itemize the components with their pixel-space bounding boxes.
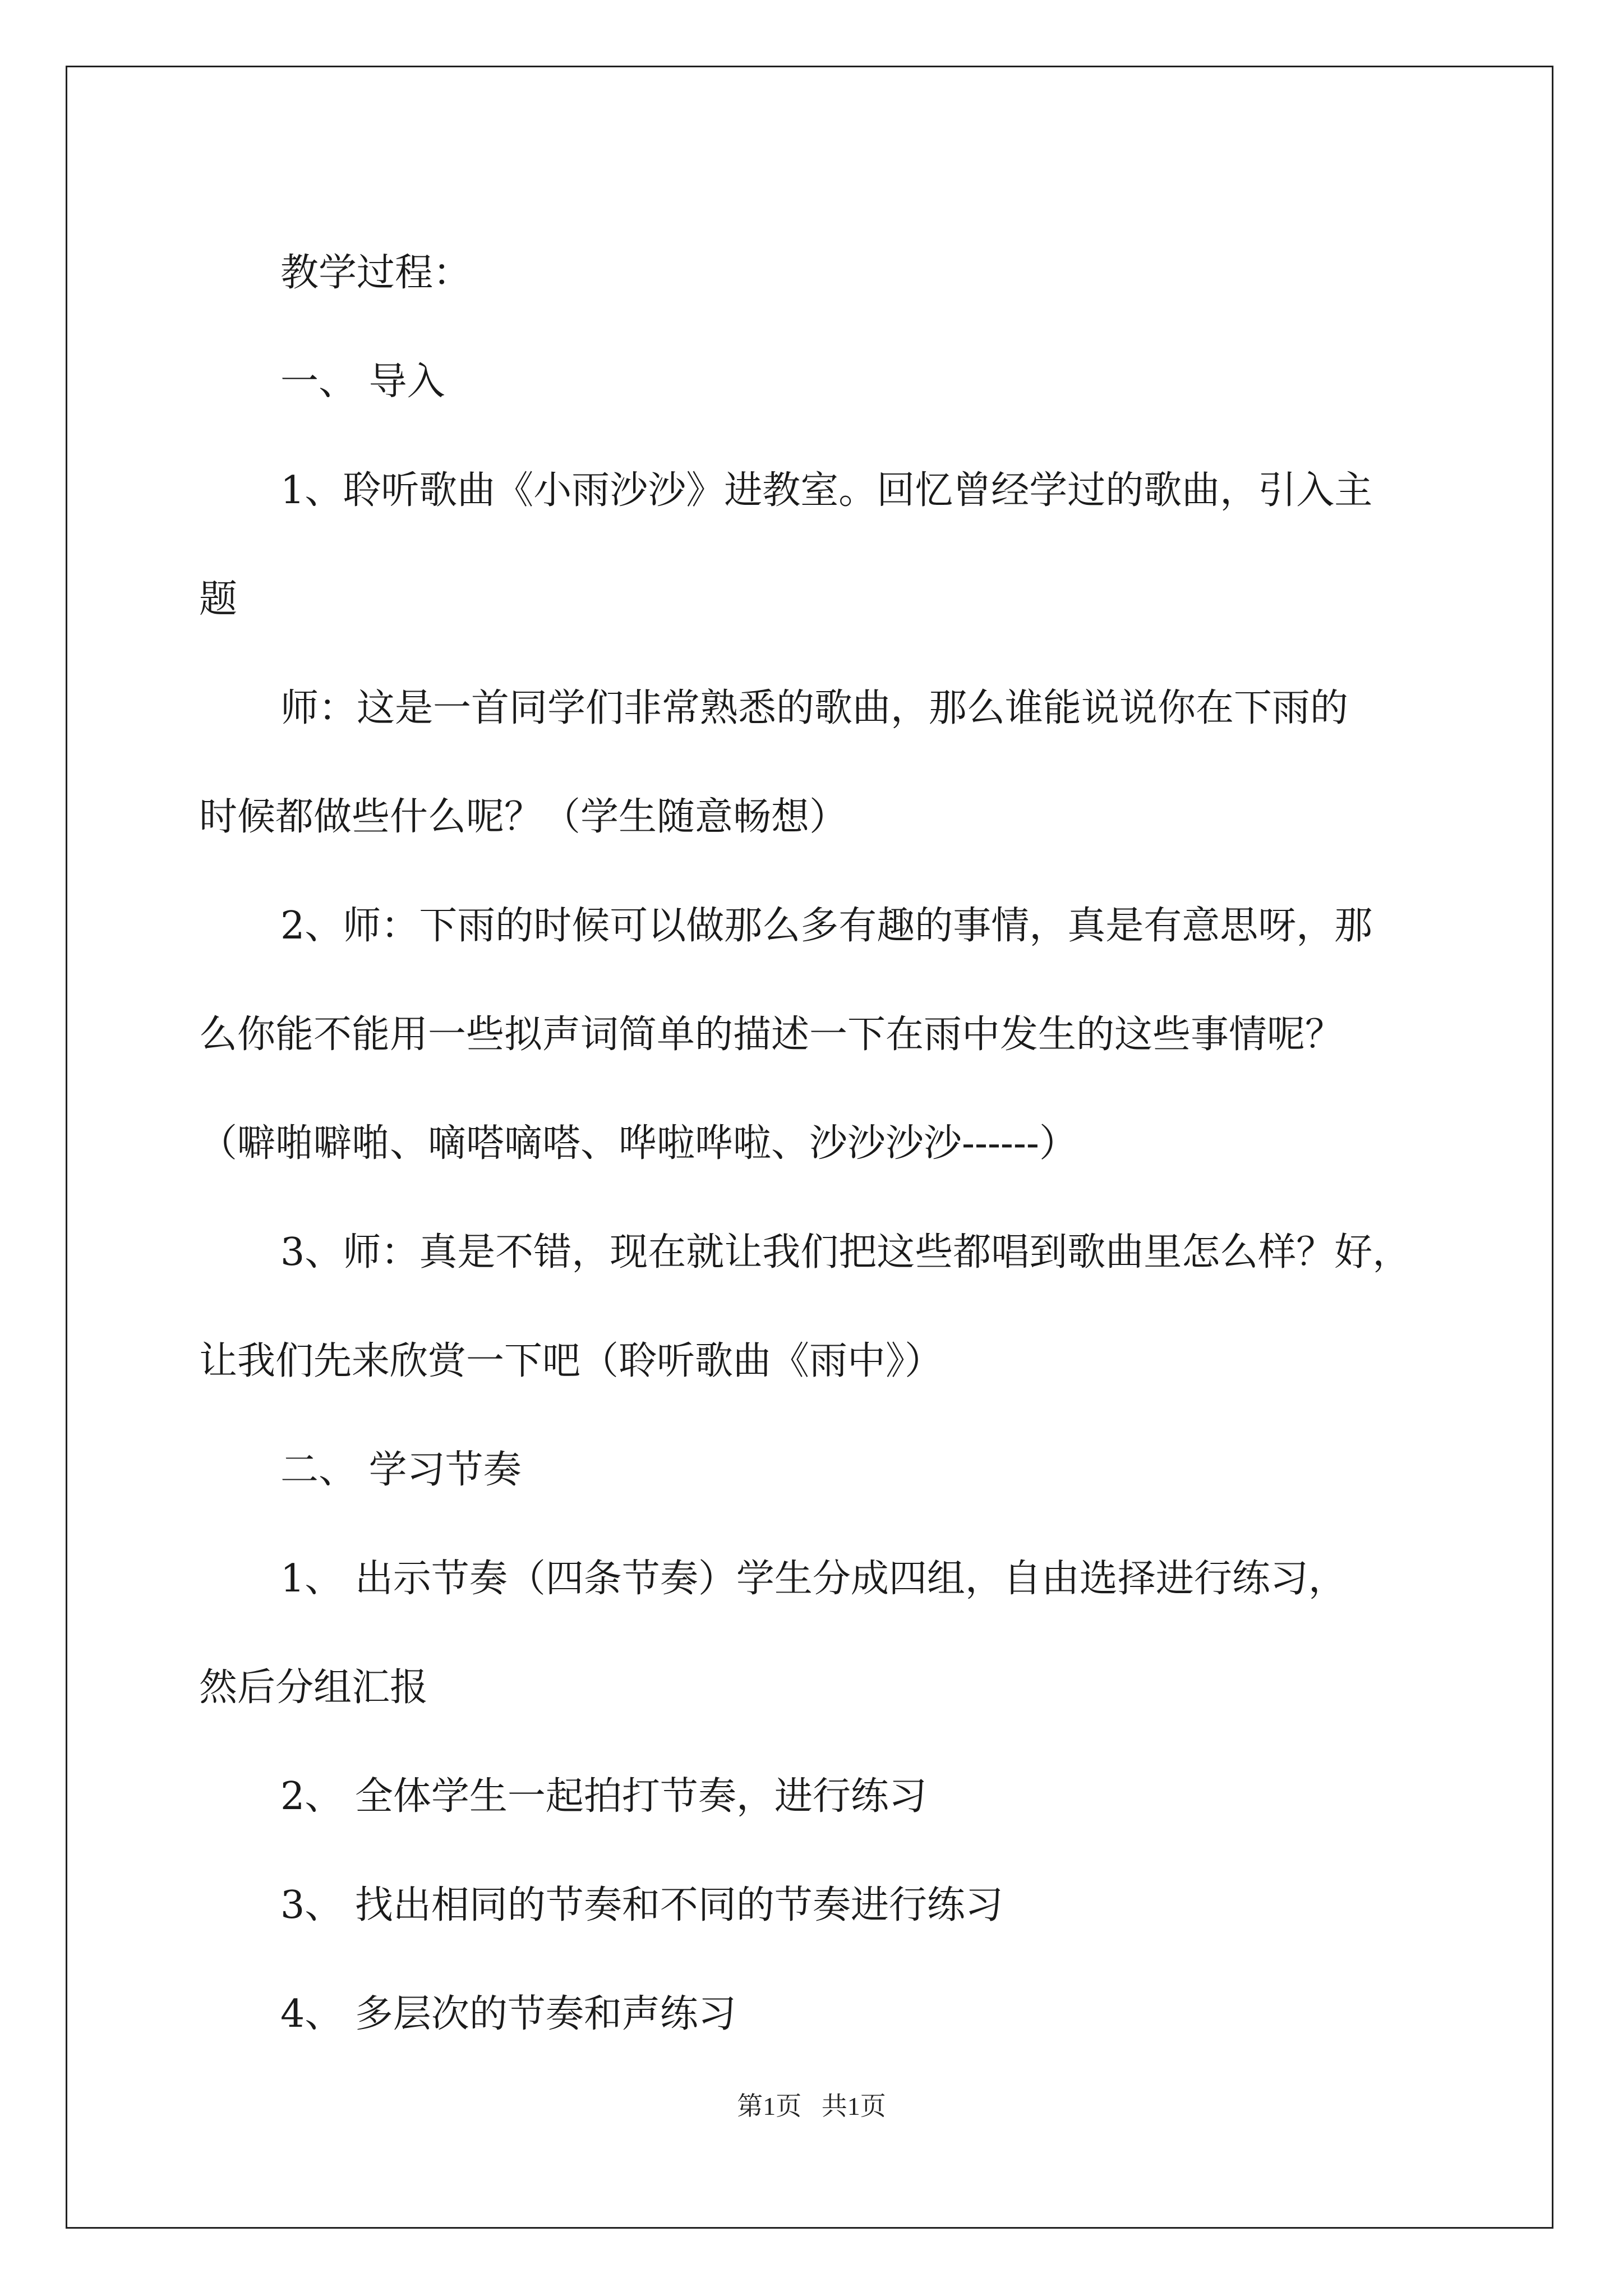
line-13: 1、 出示节奏（四条节奏）学生分成四组，自由选择进行练习，	[280, 1557, 1347, 1601]
line-10: 3、师：真是不错，现在就让我们把这些都唱到歌曲里怎么样？好，	[280, 1230, 1411, 1274]
document-body	[199, 219, 1433, 2069]
line-1: 教学过程：	[280, 251, 472, 295]
line-5: 师：这是一首同学们非常熟悉的歌曲，那么谁能说说你在下雨的	[280, 686, 1349, 730]
line-4: 题	[199, 577, 238, 622]
page-footer	[0, 2086, 1623, 2123]
line-11: 让我们先来欣赏一下吧（聆听歌曲《雨中》）	[199, 1339, 943, 1383]
line-6: 时候都做些什么呢？（学生随意畅想）	[199, 795, 848, 839]
line-9: （噼啪噼啪、嘀嗒嘀嗒、哗啦哗啦、沙沙沙沙------）	[199, 1121, 1077, 1166]
line-17: 4、 多层次的节奏和声练习	[280, 1992, 736, 2036]
page-total: 共1页	[821, 2092, 886, 2120]
page-number: 第1页	[737, 2092, 802, 2120]
line-14: 然后分组汇报	[199, 1665, 428, 1710]
line-3: 1、聆听歌曲《小雨沙沙》进教室。回忆曾经学过的歌曲，引入主	[280, 468, 1373, 513]
line-15: 2、 全体学生一起拍打节奏，进行练习	[280, 1774, 927, 1819]
line-12: 二、 学习节奏	[280, 1448, 522, 1492]
line-8: 么你能不能用一些拟声词简单的描述一下在雨中发生的这些事情呢？	[199, 1013, 1344, 1057]
line-2: 一、 导入	[280, 360, 445, 404]
line-16: 3、 找出相同的节奏和不同的节奏进行练习	[280, 1883, 1003, 1927]
line-7: 2、师：下雨的时候可以做那么多有趣的事情，真是有意思呀，那	[280, 904, 1373, 948]
